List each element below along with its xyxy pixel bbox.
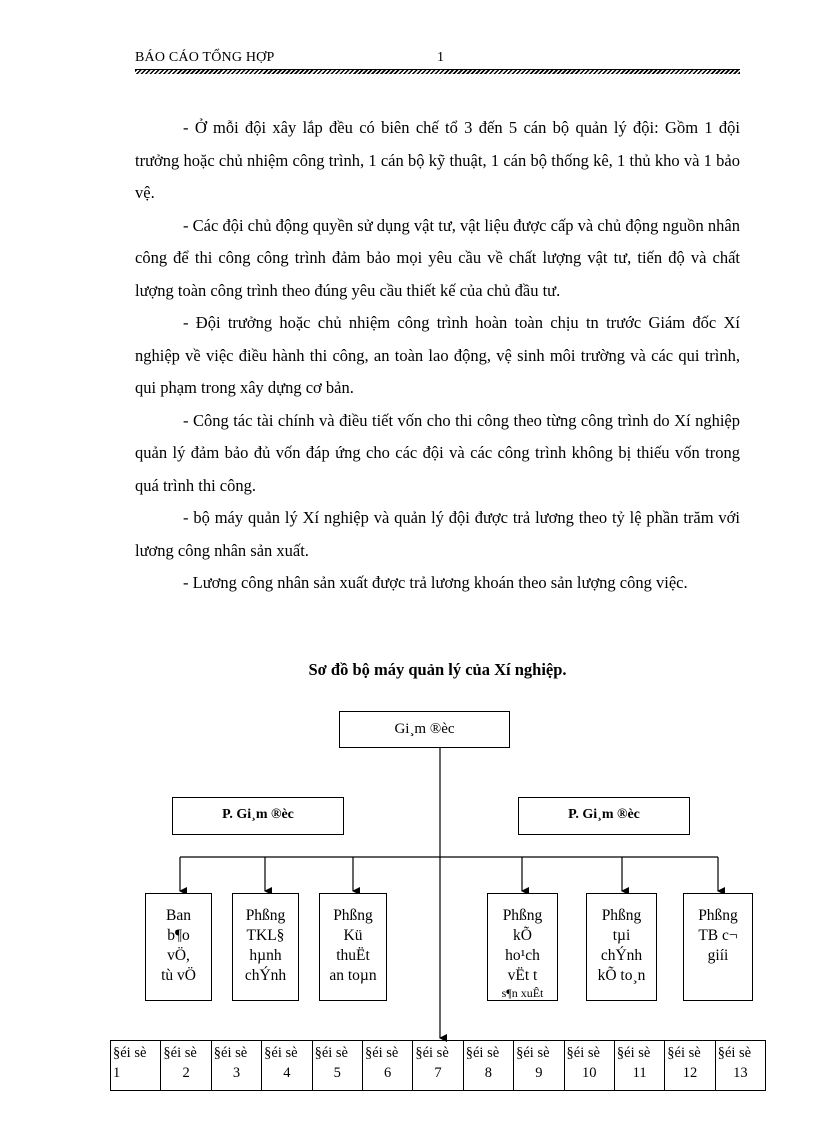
department-line: vËt t xyxy=(507,967,538,984)
team-row xyxy=(110,1040,766,1091)
department-box xyxy=(145,893,212,1001)
team-label: §éi sè xyxy=(516,1045,550,1061)
team-number: 10 xyxy=(581,1065,597,1081)
department-box xyxy=(232,893,299,1001)
header-title: BÁO CÁO TỔNG HỢP xyxy=(135,50,275,65)
department-box xyxy=(683,893,753,1001)
deputy-director-box: P. Gi¸m ®èc xyxy=(172,797,344,835)
team-label: §éi sè xyxy=(717,1045,752,1061)
paragraph: - Các đội chủ động quyền sử dụng vật tư, vật liệu được cấp và chủ động nguồn nhân công để thi công công trình đảm bảo mọi yêu cầu về chất lượng vật tư, tiến độ và chất lượng toàn công trình theo đúng yêu cầu thiết kế của chủ đầu tư. xyxy=(135,215,740,300)
team-cell xyxy=(412,1041,462,1090)
team-cell xyxy=(463,1041,513,1090)
team-number: 5 xyxy=(333,1065,341,1081)
department-box xyxy=(586,893,657,1001)
team-number: 11 xyxy=(632,1065,647,1081)
department-line: Phßng xyxy=(245,907,286,924)
department-line: s¶n xuÊt xyxy=(501,986,544,1000)
department-line: an toµn xyxy=(329,967,377,984)
team-number: 9 xyxy=(535,1065,543,1081)
paragraph: - Đội trưởng hoặc chủ nhiệm công trình hoàn toàn chịu tn trước Giám đốc Xí nghiệp về việc điều hành thi công, an toàn lao động, vệ sinh môi trường và các qui trình, qui phạm trong xây dựng cơ bản. xyxy=(135,313,740,397)
team-cell xyxy=(312,1041,362,1090)
team-label: §éi sè xyxy=(213,1045,248,1061)
team-number: 6 xyxy=(384,1065,392,1081)
department-line: chÝnh xyxy=(600,947,643,964)
department-line: Phßng xyxy=(601,907,642,924)
department-line: tù vÖ xyxy=(161,967,196,984)
department-line: kÕ xyxy=(513,927,532,944)
team-number: 1 xyxy=(113,1065,121,1081)
team-number: 12 xyxy=(682,1065,698,1081)
team-number: 13 xyxy=(733,1065,748,1081)
team-number: 7 xyxy=(434,1065,442,1081)
team-label: §éi sè xyxy=(364,1045,399,1061)
team-label: §éi sè xyxy=(415,1045,449,1061)
team-cell xyxy=(362,1041,412,1090)
director-box: Gi¸m ®èc xyxy=(339,711,510,748)
department-line: Phßng xyxy=(333,907,373,924)
page-number: 1 xyxy=(437,50,444,65)
deputy-director-box: P. Gi¸m ®èc xyxy=(518,797,690,835)
department-line: b¶o xyxy=(167,927,190,944)
team-label: §éi sè xyxy=(314,1045,348,1061)
team-cell xyxy=(160,1041,210,1090)
department-box xyxy=(487,893,558,1001)
department-line: giíi xyxy=(707,947,729,964)
team-number: 4 xyxy=(283,1065,291,1081)
department-line: TKL§ xyxy=(246,927,285,944)
team-label: §éi sè xyxy=(465,1045,500,1061)
department-line: Phßng xyxy=(698,907,738,924)
department-line: kÕ to¸n xyxy=(597,967,646,984)
department-line: hµnh xyxy=(249,947,282,964)
department-line: ho¹ch xyxy=(505,947,540,964)
team-label: §éi sè xyxy=(616,1045,651,1061)
team-label: §éi sè xyxy=(264,1045,298,1061)
team-label: §éi sè xyxy=(113,1045,147,1061)
team-cell xyxy=(211,1041,261,1090)
paragraph: - Công tác tài chính và điều tiết vốn cho thi công theo từng công trình do Xí nghiệp quản lý đảm bảo đủ vốn đáp ứng cho các đội và các công trình không bị thiếu vốn trong quá trình thi công. xyxy=(135,410,740,495)
team-cell xyxy=(564,1041,614,1090)
team-number: 2 xyxy=(182,1065,190,1081)
department-box xyxy=(319,893,387,1001)
paragraph: - Lương công nhân sản xuất được trả lương khoán theo sản lượng công việc. xyxy=(183,573,688,592)
team-label: §éi sè xyxy=(566,1045,600,1061)
department-line: Kü xyxy=(343,927,363,944)
paragraph: - bộ máy quản lý Xí nghiệp và quản lý đội được trả lương theo tỷ lệ phần trăm với lương công nhân sản xuất. xyxy=(135,508,740,560)
team-cell xyxy=(614,1041,664,1090)
team-cell xyxy=(715,1041,765,1090)
chart-title: Sơ đồ bộ máy quản lý của Xí nghiệp. xyxy=(308,660,567,679)
department-line: thuËt xyxy=(336,947,370,964)
team-label: §éi sè xyxy=(667,1045,701,1061)
department-line: Phßng xyxy=(502,907,543,924)
department-line: chÝnh xyxy=(244,967,287,984)
department-line: tµi xyxy=(612,927,631,944)
team-cell xyxy=(664,1041,714,1090)
department-line: Ban xyxy=(166,907,191,924)
department-line: vÖ, xyxy=(167,947,190,964)
team-cell xyxy=(261,1041,311,1090)
department-line: TB c¬ xyxy=(698,927,738,944)
team-number: 8 xyxy=(484,1065,493,1081)
team-cell xyxy=(111,1041,160,1090)
team-label: §éi sè xyxy=(163,1045,197,1061)
paragraph: - Ở mỗi đội xây lắp đều có biên chế tổ 3 đến 5 cán bộ quản lý đội: Gồm 1 đội trưởng hoặc chủ nhiệm công trình, 1 cán bộ kỹ thuật, 1 cán bộ thống kê, 1 thủ kho và 1 bảo vệ. xyxy=(135,118,740,202)
team-number: 3 xyxy=(232,1065,241,1081)
team-cell xyxy=(513,1041,563,1090)
